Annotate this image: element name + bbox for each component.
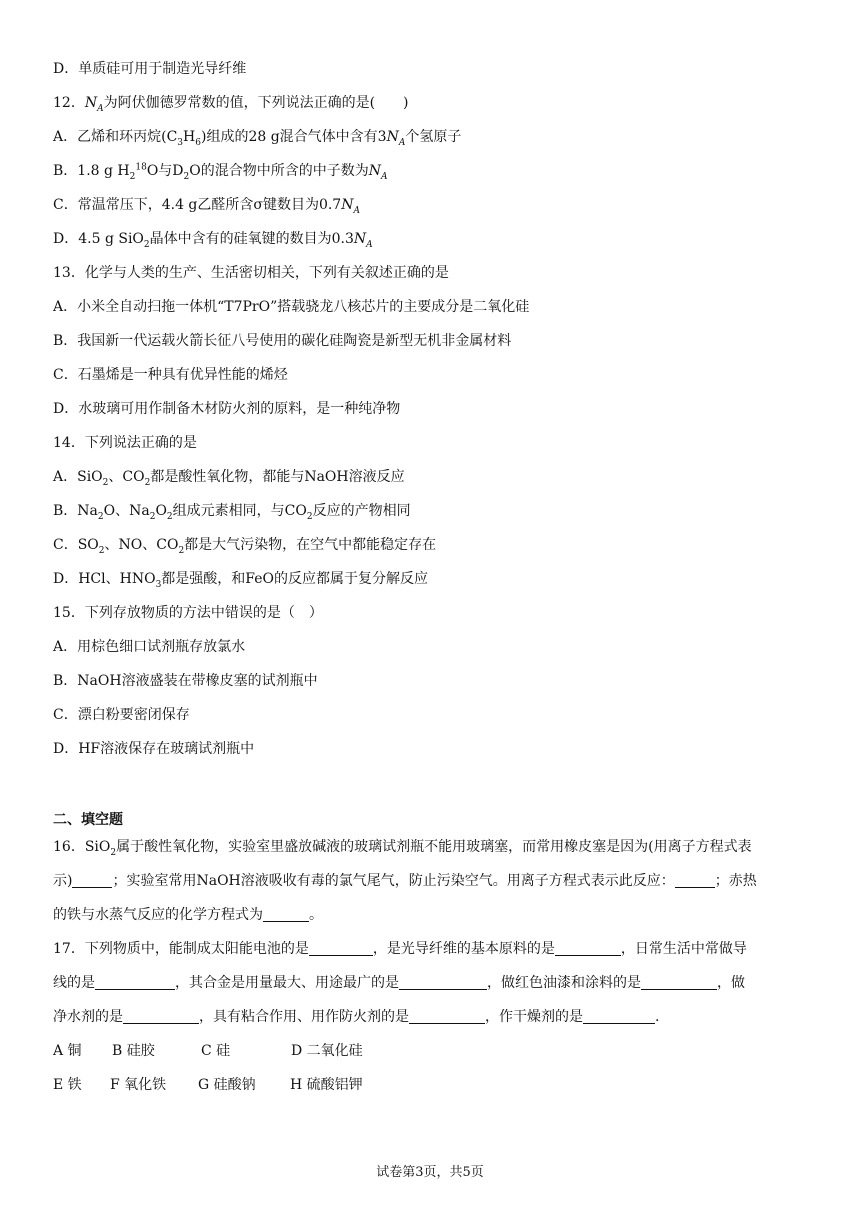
q16-line-1 bbox=[53, 837, 813, 857]
q13-option-b: B．我国新一代运载火箭长征八号使用的碳化硅陶瓷是新型无机非金属材料 bbox=[53, 333, 512, 349]
na-symbol: N bbox=[368, 163, 381, 179]
q14-a-text-1: A．SiO bbox=[53, 469, 103, 485]
q17-option-a: A 铜 bbox=[53, 1043, 82, 1059]
na-symbol: N bbox=[353, 231, 367, 247]
q17-blank-3[interactable] bbox=[95, 975, 175, 990]
q14-b-sub-1: 2 bbox=[97, 511, 104, 522]
q16-blank-2[interactable] bbox=[675, 873, 715, 888]
q14-b-text-4: 组成元素相同，与CO bbox=[172, 503, 307, 519]
q12-number: 12． bbox=[53, 95, 85, 111]
q16-blank-1[interactable] bbox=[72, 873, 112, 888]
na-subscript: A bbox=[353, 205, 360, 216]
q17-line-1 bbox=[53, 939, 813, 959]
q14-stem: 14．下列说法正确的是 bbox=[53, 435, 197, 451]
q12-option-d bbox=[53, 229, 813, 249]
section-2-title: 二、填空题 bbox=[53, 812, 123, 828]
q12-a-text-h: H bbox=[183, 129, 196, 145]
q15-option-d: D．HF溶液保存在玻璃试剂瓶中 bbox=[53, 741, 255, 757]
q12-b-sup-18: 18 bbox=[135, 162, 147, 173]
q16-text-7: 。 bbox=[309, 907, 323, 923]
q12-a-text-3: 个氢原子 bbox=[405, 129, 462, 145]
q14-a-sub-2: 2 bbox=[144, 477, 151, 488]
q14-a-text-3: 都是酸性氧化物，都能与NaOH溶液反应 bbox=[150, 469, 405, 485]
q17-blank-4[interactable] bbox=[399, 975, 487, 990]
q14-option-a bbox=[53, 467, 813, 487]
q16-line-2 bbox=[53, 871, 813, 891]
q13-stem: 13．化学与人类的生产、生活密切相关，下列有关叙述正确的是 bbox=[53, 265, 449, 281]
q16-sub-1: 2 bbox=[110, 847, 117, 858]
q14-b-text-1: B．Na bbox=[53, 503, 98, 519]
q16-text-1: 16．SiO bbox=[53, 839, 111, 855]
q17-blank-6[interactable] bbox=[123, 1009, 199, 1024]
q12-option-b bbox=[53, 161, 813, 181]
na-subscript: A bbox=[380, 171, 388, 182]
q17-text-8: 净水剂的是 bbox=[53, 1009, 123, 1025]
q12-a-sub-3: 3 bbox=[177, 137, 184, 148]
q12-b-sub-d2: 2 bbox=[183, 171, 190, 182]
q14-b-sub-4: 2 bbox=[306, 511, 313, 522]
q17-option-e: E 铁 bbox=[53, 1077, 82, 1093]
q16-text-5: ；赤热 bbox=[714, 873, 757, 889]
q14-c-text-2: 、NO、CO bbox=[104, 537, 179, 553]
q14-b-text-2: O、Na bbox=[103, 503, 150, 519]
q14-a-sub-1: 2 bbox=[102, 477, 109, 488]
q12-d-sub-2: 2 bbox=[143, 239, 150, 250]
q17-blank-8[interactable] bbox=[583, 1009, 655, 1024]
q14-option-c bbox=[53, 535, 813, 555]
q14-d-sub-1: 3 bbox=[155, 579, 162, 590]
q13-option-c: C．石墨烯是一种具有优异性能的烯烃 bbox=[53, 367, 288, 383]
q12-a-text-1: A．乙烯和环丙烷(C bbox=[53, 129, 178, 145]
na-symbol: N bbox=[84, 95, 98, 111]
q16-blank-3[interactable] bbox=[263, 907, 309, 922]
q16-text-3: 示) bbox=[53, 873, 73, 889]
na-subscript: A bbox=[398, 137, 406, 148]
na-symbol: N bbox=[341, 197, 354, 213]
na-symbol: N bbox=[386, 129, 399, 145]
q17-text-1: 17．下列物质中，能制成太阳能电池的是 bbox=[53, 941, 309, 957]
q16-line-3 bbox=[53, 905, 813, 925]
q15-stem: 15．下列存放物质的方法中错误的是（ ） bbox=[53, 605, 323, 621]
q16-text-4: ；实验室常用NaOH溶液吸收有毒的氯气尾气，防止污染空气。用离子方程式表示此反应： bbox=[112, 873, 675, 889]
page-footer: 试卷第3页，共5页 bbox=[376, 1165, 484, 1180]
q17-line-2 bbox=[53, 973, 813, 993]
q17-option-c: C 硅 bbox=[201, 1043, 231, 1059]
q12-b-text-1: B．1.8 g H bbox=[53, 163, 130, 179]
q14-c-sub-1: 2 bbox=[98, 545, 105, 556]
q14-option-d bbox=[53, 569, 813, 589]
q17-option-f: F 氧化铁 bbox=[110, 1077, 167, 1093]
na-subscript: A bbox=[366, 239, 373, 250]
q14-a-text-2: 、CO bbox=[108, 469, 145, 485]
q12-b-sub-2: 2 bbox=[129, 171, 136, 182]
q12-d-text-1: D．4.5 g SiO bbox=[53, 231, 144, 247]
q17-option-b: B 硅胶 bbox=[112, 1043, 155, 1059]
q17-text-9: ，具有粘合作用、用作防火剂的是 bbox=[199, 1009, 409, 1025]
q16-text-2: 属于酸性氧化物，实验室里盛放碱液的玻璃试剂瓶不能用玻璃塞，而常用橡皮塞是因为(用离子方程式表 bbox=[116, 839, 752, 855]
q12-a-text-2: )组成的28 g混合气体中含有3 bbox=[200, 129, 387, 145]
q17-options-row-1 bbox=[53, 1041, 813, 1061]
q15-option-a: A．用棕色细口试剂瓶存放氯水 bbox=[53, 639, 246, 655]
q13-option-d: D．水玻璃可用作制备木材防火剂的原料，是一种纯净物 bbox=[53, 401, 401, 417]
q17-text-11: . bbox=[655, 1009, 660, 1025]
q17-line-3 bbox=[53, 1007, 813, 1027]
q17-text-5: ，其合金是用量最大、用途最广的是 bbox=[175, 975, 399, 991]
q12-b-text-2: O与D bbox=[146, 163, 184, 179]
q14-b-sub-3: 2 bbox=[166, 511, 173, 522]
q14-c-sub-2: 2 bbox=[178, 545, 185, 556]
q14-b-sub-2: 2 bbox=[149, 511, 156, 522]
q17-text-2: ，是光导纤维的基本原料的是 bbox=[372, 941, 555, 957]
q17-text-10: ，作干燥剂的是 bbox=[485, 1009, 583, 1025]
q12-c-text: C．常温常压下，4.4 g乙醛所含σ键数目为0.7 bbox=[53, 197, 342, 213]
q13-option-a: A．小米全自动扫拖一体机“T7PrO”搭载骁龙八核芯片的主要成分是二氧化硅 bbox=[53, 299, 530, 315]
q14-c-text-1: C．SO bbox=[53, 537, 99, 553]
q14-b-text-5: 反应的产物相同 bbox=[312, 503, 411, 519]
q12-b-text-3: O的混合物中所含的中子数为 bbox=[189, 163, 369, 179]
q14-b-text-3: O bbox=[155, 503, 167, 519]
q11-option-d: D．单质硅可用于制造光导纤维 bbox=[53, 61, 247, 77]
q14-d-text-1: D．HCl、HNO bbox=[53, 571, 156, 587]
q14-c-text-3: 都是大气污染物，在空气中都能稳定存在 bbox=[184, 537, 437, 553]
na-subscript: A bbox=[97, 103, 104, 114]
q14-d-text-2: 都是强酸，和FeO的反应都属于复分解反应 bbox=[161, 571, 429, 587]
q16-text-6: 的铁与水蒸气反应的化学方程式为 bbox=[53, 907, 263, 923]
q17-blank-1[interactable] bbox=[309, 941, 373, 956]
q17-text-7: ，做 bbox=[717, 975, 745, 991]
q17-blank-2[interactable] bbox=[555, 941, 621, 956]
q17-blank-5[interactable] bbox=[641, 975, 717, 990]
q17-text-6: ，做红色油漆和涂料的是 bbox=[487, 975, 641, 991]
q17-blank-7[interactable] bbox=[409, 1009, 485, 1024]
q17-options-row-2 bbox=[53, 1075, 813, 1095]
q12-stem-text: 为阿伏伽德罗常数的值，下列说法正确的是( ) bbox=[103, 95, 409, 111]
q17-text-3: ，日常生活中常做导 bbox=[620, 941, 747, 957]
q12-option-a bbox=[53, 127, 813, 147]
q17-option-g: G 硅酸钠 bbox=[198, 1077, 256, 1093]
q12-a-sub-6: 6 bbox=[195, 137, 201, 148]
q15-option-b: B．NaOH溶液盛装在带橡皮塞的试剂瓶中 bbox=[53, 673, 318, 689]
q12-stem bbox=[53, 93, 813, 113]
q12-option-c bbox=[53, 195, 813, 215]
q17-option-h: H 硫酸铝钾 bbox=[290, 1077, 363, 1093]
q14-option-b bbox=[53, 501, 813, 521]
q17-text-4: 线的是 bbox=[53, 975, 95, 991]
q12-d-text-2: 晶体中含有的硅氧键的数目为0.3 bbox=[149, 231, 354, 247]
q17-option-d: D 二氧化硅 bbox=[291, 1043, 363, 1059]
q15-option-c: C．漂白粉要密闭保存 bbox=[53, 707, 190, 723]
